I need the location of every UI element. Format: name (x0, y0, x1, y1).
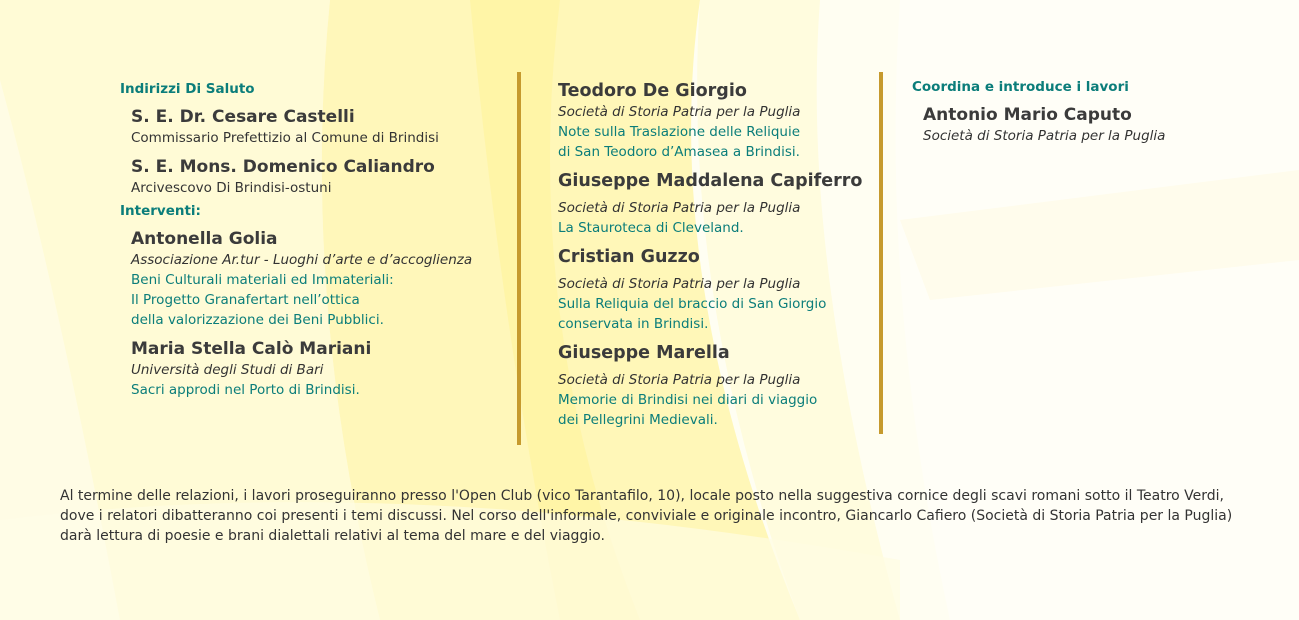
speaker-name: Giuseppe Marella (558, 343, 730, 363)
intervento-speaker (558, 246, 868, 334)
intervento-speaker (558, 170, 868, 238)
speaker-org: Società di Storia Patria per la Puglia (558, 372, 801, 388)
saluto-speaker (120, 106, 500, 148)
saluto-heading: Indirizzi Di Saluto (120, 81, 255, 97)
speaker-name: Giuseppe Maddalena Capiferro (558, 171, 863, 191)
intervento-speaker (558, 80, 868, 162)
talk-title-line: Il Progetto Granafertart nell’ottica (131, 292, 360, 308)
talk-title-line: conservata in Brindisi. (558, 316, 709, 332)
closing-paragraph: Al termine delle relazioni, i lavori proseguiranno presso l'Open Club (vico Tarantafilo, 10), locale posto nella suggestiva cornice degli scavi romani sotto il Teatro Verdi, dove i relatori dibatteranno coi presenti i temi discussi. Nel corso dell'informale, conviviale e originale incontro, Giancarlo Cafiero (Società di Storia Patria per la Puglia) darà lettura di poesie e brani dialettali relativi al tema del mare e del viaggio. (60, 488, 1233, 544)
saluto-speaker (120, 156, 500, 198)
coordinator-speaker (912, 104, 1272, 146)
talk-title-line: di San Teodoro d’Amasea a Brindisi. (558, 144, 800, 160)
talk-title-line: Beni Culturali materiali ed Immateriali: (131, 272, 394, 288)
column-divider-left (517, 72, 521, 445)
intervento-speaker (120, 228, 500, 330)
program-column-1 (120, 80, 500, 400)
speaker-org: Associazione Ar.tur - Luoghi d’arte e d’accoglienza (131, 252, 473, 268)
speaker-org: Università degli Studi di Bari (131, 362, 324, 378)
speaker-role: Commissario Prefettizio al Comune di Brindisi (131, 130, 439, 146)
intervento-speaker (558, 342, 868, 430)
talk-title-line: dei Pellegrini Medievali. (558, 412, 718, 428)
intervento-speaker (120, 338, 500, 400)
speaker-name: Teodoro De Giorgio (558, 81, 747, 101)
talk-title-line: Sacri approdi nel Porto di Brindisi. (131, 382, 360, 398)
speaker-name: Antonella Golia (131, 229, 278, 249)
talk-title-line: Sulla Reliquia del braccio di San Giorgio (558, 296, 827, 312)
speaker-org: Società di Storia Patria per la Puglia (558, 276, 801, 292)
talk-title-line: La Stauroteca di Cleveland. (558, 220, 744, 236)
talk-title-line: della valorizzazione dei Beni Pubblici. (131, 312, 384, 328)
coordinator-heading: Coordina e introduce i lavori (912, 79, 1129, 95)
speaker-role: Arcivescovo Di Brindisi-ostuni (131, 180, 332, 196)
program-column-3 (912, 78, 1272, 146)
program-column-2 (558, 80, 868, 430)
interventi-heading: Interventi: (120, 203, 201, 219)
speaker-name: Maria Stella Calò Mariani (131, 339, 372, 359)
column-divider-right (879, 72, 883, 434)
speaker-name: Cristian Guzzo (558, 247, 700, 267)
speaker-name: S. E. Mons. Domenico Caliandro (131, 157, 435, 177)
speaker-org: Società di Storia Patria per la Puglia (923, 128, 1166, 144)
speaker-name: S. E. Dr. Cesare Castelli (131, 107, 355, 127)
speaker-org: Società di Storia Patria per la Puglia (558, 104, 801, 120)
speaker-name: Antonio Mario Caputo (923, 105, 1132, 125)
speaker-org: Società di Storia Patria per la Puglia (558, 200, 801, 216)
talk-title-line: Memorie di Brindisi nei diari di viaggio (558, 392, 818, 408)
talk-title-line: Note sulla Traslazione delle Reliquie (558, 124, 801, 140)
